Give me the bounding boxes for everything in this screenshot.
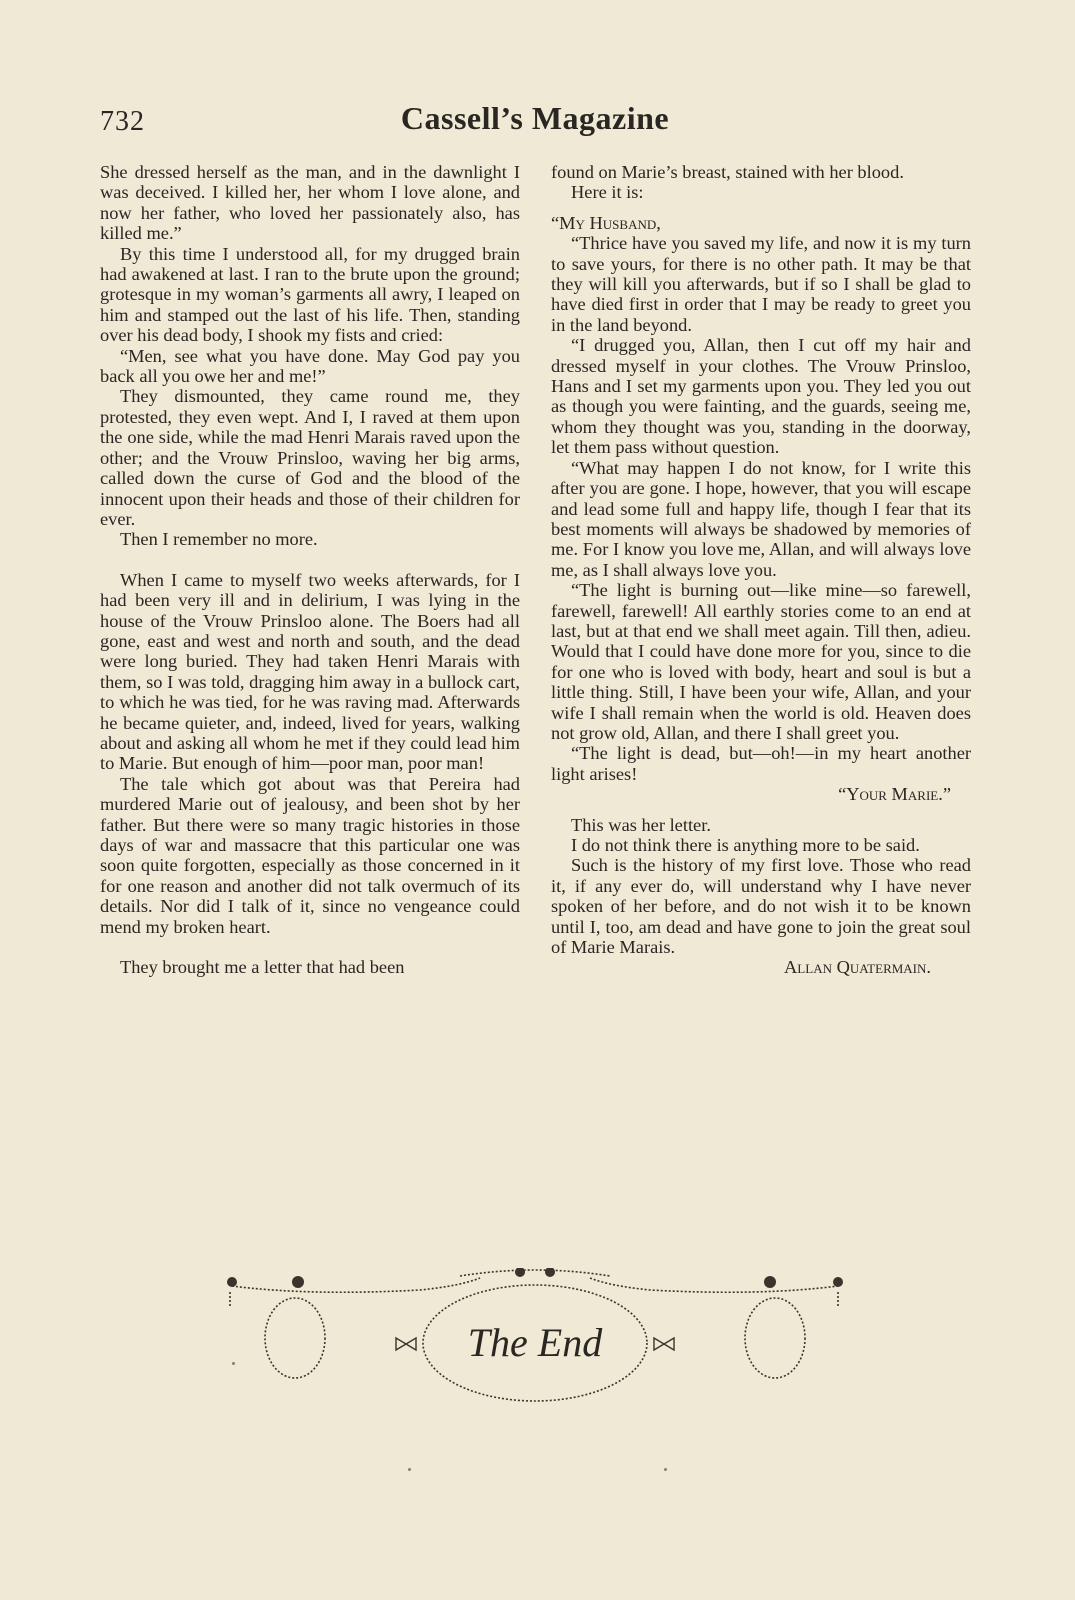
speck bbox=[408, 1468, 411, 1471]
speck bbox=[232, 1362, 235, 1365]
left-column bbox=[100, 162, 520, 977]
rosette-left bbox=[292, 1276, 304, 1288]
bow-right-icon bbox=[654, 1338, 674, 1350]
the-end-text: The End bbox=[467, 1320, 603, 1365]
letter-paragraph: “Thrice have you saved my life, and now it is my turn to save yours, for there is no other path. It may be that they will kill you afterwards, but if so I shall be glad to have died first in order that I may be ready to greet you in the land beyond. bbox=[551, 233, 971, 335]
garland-left bbox=[232, 1278, 480, 1292]
paragraph: When I came to myself two weeks afterwards, for I had been very ill and in delirium, I was lying in the house of the Vrouw Prinsloo alone. The Boers had all gone, east and west and north and south, and the dead were long buried. They had taken Henri Marais with them, so I was told, dragging him away in a bullock cart, to which he was tied, for he was raving mad. Afterwards he became quieter, and, indeed, lived for years, walking about and asking all whom he met if they could lead him to Marie. But enough of him—poor man, poor man! bbox=[100, 569, 520, 774]
page-number: 732 bbox=[100, 106, 145, 137]
rosette-right bbox=[764, 1276, 776, 1288]
letter-paragraph: “What may happen I do not know, for I write this after you are gone. I hope, however, that you will escape and lead some full and happy life, though I fear that its best moments will always be shadowed by memories of me. For I know you love me, Allan, and will always love me, as I shall always love you. bbox=[551, 457, 971, 580]
letter-paragraph: “The light is burning out—like mine—so farewell, farewell, farewell! All earthly stories come to an end at last, but at that end we shall meet again. Till then, adieu. Would that I could have done more for you, since to die for one who is loved with body, heart and soul is but a little thing. Still, I have been your wife, Allan, and your wife I shall remain when the world is old. Heaven does not grow old, Allan, and there I shall greet you. bbox=[551, 580, 971, 743]
garland-right bbox=[590, 1278, 838, 1292]
speck bbox=[664, 1468, 667, 1471]
paragraph: Here it is: bbox=[571, 182, 644, 203]
right-ring bbox=[745, 1298, 805, 1378]
paragraph: The tale which got about was that Pereira had murdered Marie out of jealousy, and been shot by her father. But there were so many tragic histories in those days of war and massacre that this particular one was soon quite forgotten, especially as those concerned in it for one reason and another did not talk overmuch of its details. Nor did I talk of it, since no vengeance could mend my broken heart. bbox=[100, 773, 520, 937]
letter-salutation: “My Husband, bbox=[551, 212, 661, 233]
bow-right-end bbox=[833, 1277, 843, 1287]
paragraph: Such is the history of my first love. Those who read it, if any ever do, will understand why I have never spoken of her before, and do not wish it to be known until I, too, am dead and have gone to join the great soul of Marie Marais. bbox=[551, 855, 971, 958]
bow-left-icon bbox=[396, 1338, 416, 1350]
paragraph: Then I remember no more. bbox=[120, 529, 318, 550]
the-end-ornament bbox=[210, 1268, 860, 1428]
paragraph: They brought me a letter that had been bbox=[120, 957, 405, 978]
bow-center-right bbox=[545, 1268, 555, 1277]
paragraph: “Men, see what you have done. May God pay you back all you owe her and me!” bbox=[100, 345, 520, 387]
paragraph: This was her letter. bbox=[571, 814, 711, 835]
letter-signoff: “Your Marie.” bbox=[838, 784, 951, 805]
letter-paragraph: “I drugged you, Allan, then I cut off my hair and dressed myself in your clothes. The Vrouw Prinsloo, Hans and I set my garments upon you. They led you out as though you were fainting, and the guards, seeing me, whom they thought was you, standing in the doorway, let them pass without question. bbox=[551, 335, 971, 458]
paragraph: found on Marie’s breast, stained with her blood. bbox=[551, 162, 904, 182]
magazine-title: Cassell’s Magazine bbox=[400, 100, 670, 136]
right-column bbox=[551, 162, 971, 978]
paragraph: They dismounted, they came round me, they protested, they even wept. And I, I raved at them upon the one side, while the mad Henri Marais raved upon the other; and the Vrouw Prinsloo, waving her big arms, called down the curse of God and the blood of the innocent upon their heads and those of their children for ever. bbox=[100, 386, 520, 529]
letter-paragraph: “The light is dead, but—oh!—in my heart another light arises! bbox=[551, 743, 971, 784]
paragraph: I do not think there is anything more to be said. bbox=[571, 835, 920, 855]
bow-left-end bbox=[227, 1277, 237, 1287]
bow-center-left bbox=[515, 1268, 525, 1277]
paragraph: She dressed herself as the man, and in the dawnlight I was deceived. I killed her, her whom I love alone, and now her father, who loved her passionately also, has killed me.” bbox=[100, 162, 520, 244]
garland-top bbox=[460, 1270, 610, 1276]
paragraph: By this time I understood all, for my drugged brain had awakened at last. I ran to the brute upon the ground; grotesque in my woman’s garments all awry, I leaped on him and stamped out the last of his life. Then, standing over his dead body, I shook my fists and cried: bbox=[100, 243, 520, 346]
author-signature: Allan Quatermain. bbox=[784, 957, 931, 978]
left-ring bbox=[265, 1298, 325, 1378]
page-header bbox=[100, 100, 970, 144]
